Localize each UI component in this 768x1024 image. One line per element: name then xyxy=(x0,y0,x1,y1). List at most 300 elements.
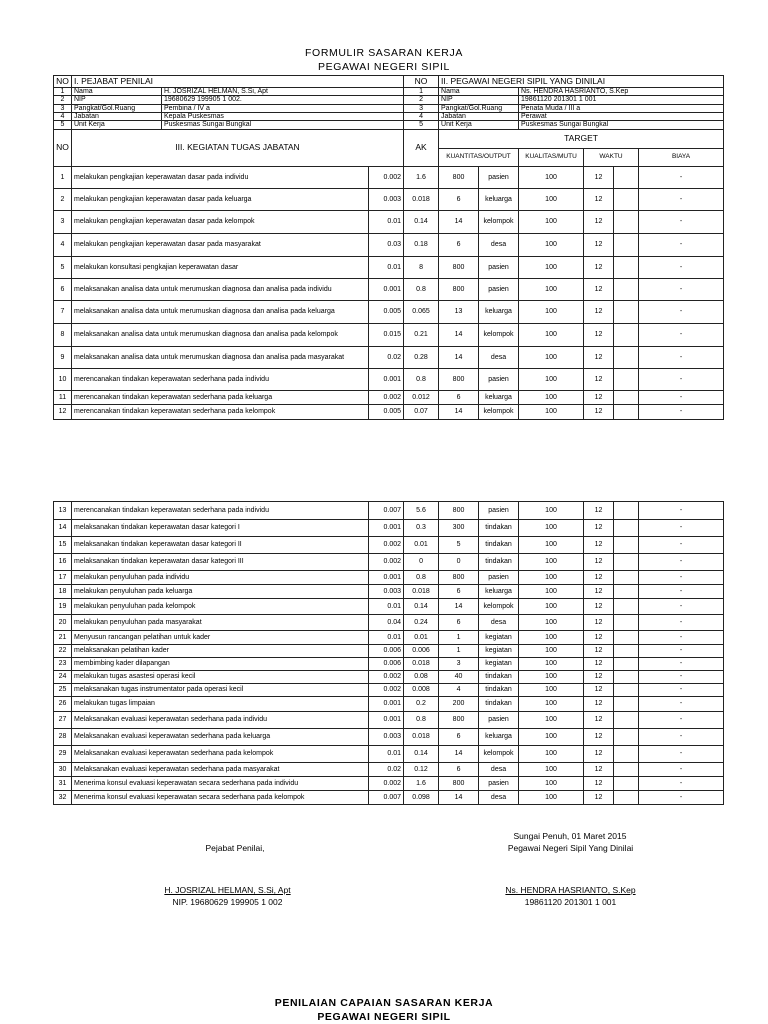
quality-value: 100 xyxy=(519,323,584,346)
empty-cell xyxy=(614,502,639,520)
row-number: 29 xyxy=(54,746,72,763)
ak-value: 0.006 xyxy=(369,645,404,658)
output-unit: desa xyxy=(479,791,519,805)
time-value: 12 xyxy=(584,404,614,419)
quality-value: 100 xyxy=(519,537,584,554)
output-unit: pasien xyxy=(479,166,519,188)
empty-cell xyxy=(614,188,639,210)
cost-value: - xyxy=(639,502,724,520)
cost-value: - xyxy=(639,697,724,712)
ak-value: 0.002 xyxy=(369,671,404,684)
row-number: 8 xyxy=(54,323,72,346)
output-quantity: 300 xyxy=(439,520,479,537)
work-target-table xyxy=(53,75,724,420)
row-number: 18 xyxy=(54,585,72,599)
target-header: TARGET xyxy=(439,129,724,148)
section2-row-label: Jabatan xyxy=(439,113,519,121)
output-unit: kelompok xyxy=(479,746,519,763)
output-unit: tindakan xyxy=(479,671,519,684)
table-row xyxy=(54,763,724,777)
table-row xyxy=(54,645,724,658)
activity-no-header: NO xyxy=(54,129,72,166)
time-value: 12 xyxy=(584,502,614,520)
activity-description: melakukan penyuluhan pada kelompok xyxy=(72,599,369,615)
ak-value: 0.02 xyxy=(369,346,404,368)
table-row xyxy=(54,233,724,256)
output-unit: desa xyxy=(479,346,519,368)
ak-total: 0.07 xyxy=(404,404,439,419)
ak-total: 1.6 xyxy=(404,777,439,791)
output-unit: kelompok xyxy=(479,323,519,346)
ak-value: 0.001 xyxy=(369,520,404,537)
cost-header: BIAYA xyxy=(639,148,724,166)
ak-total: 1.6 xyxy=(404,166,439,188)
output-quantity: 6 xyxy=(439,763,479,777)
row-number: 4 xyxy=(54,233,72,256)
activity-description: melaksanakan tugas instrumentator pada operasi kecil xyxy=(72,684,369,697)
identity-row xyxy=(54,113,724,121)
section2-row-label: Nama xyxy=(439,88,519,96)
cost-value: - xyxy=(639,585,724,599)
cost-value: - xyxy=(639,671,724,684)
output-unit: pasien xyxy=(479,712,519,729)
output-unit: pasien xyxy=(479,571,519,585)
section2-row-value: Ns. HENDRA HASRIANTO, S.Kep xyxy=(519,88,724,96)
ak-total: 0.2 xyxy=(404,697,439,712)
table-row xyxy=(54,368,724,390)
empty-cell xyxy=(614,278,639,300)
identity-row xyxy=(54,88,724,96)
section1-row-no: 4 xyxy=(54,113,72,121)
activity-description: melaksanakan analisa data untuk merumuskan diagnosa dan analisa pada keluarga xyxy=(72,300,369,323)
section2-row-value: 19861120 201301 1 001 xyxy=(519,96,724,104)
output-quantity: 3 xyxy=(439,658,479,671)
output-quantity: 14 xyxy=(439,346,479,368)
cost-value: - xyxy=(639,520,724,537)
quality-value: 100 xyxy=(519,502,584,520)
quality-value: 100 xyxy=(519,404,584,419)
table-row xyxy=(54,502,724,520)
section1-row-label: Pangkat/Gol.Ruang xyxy=(72,104,162,112)
activity-description: merencanakan tindakan keperawatan sederhana pada individu xyxy=(72,368,369,390)
ak-value: 0.003 xyxy=(369,729,404,746)
ak-total: 0.008 xyxy=(404,684,439,697)
section1-title: I. PEJABAT PENILAI xyxy=(72,76,404,88)
activity-description: melakukan pengkajian keperawatan dasar pada masyarakat xyxy=(72,233,369,256)
cost-value: - xyxy=(639,729,724,746)
empty-cell xyxy=(614,729,639,746)
empty-cell xyxy=(614,746,639,763)
table-row xyxy=(54,188,724,210)
empty-cell xyxy=(614,210,639,233)
empty-cell xyxy=(614,300,639,323)
activity-description: Melaksanakan evaluasi keperawatan sederhana pada individu xyxy=(72,712,369,729)
output-quantity: 14 xyxy=(439,791,479,805)
row-number: 32 xyxy=(54,791,72,805)
quality-value: 100 xyxy=(519,763,584,777)
identity-section xyxy=(54,76,724,130)
empty-cell xyxy=(614,233,639,256)
next-page-subtitle: PEGAWAI NEGERI SIPIL xyxy=(317,1011,451,1023)
cost-value: - xyxy=(639,346,724,368)
left-signer-nip: NIP. 19680629 199905 1 002 xyxy=(172,897,283,907)
output-unit: keluarga xyxy=(479,188,519,210)
activity-description: melaksanakan tindakan keperawatan dasar kategori II xyxy=(72,537,369,554)
quality-header: KUALITAS/MUTU xyxy=(519,148,584,166)
activity-description: melakukan tugas limpaian xyxy=(72,697,369,712)
section2-row-label: Unit Kerja xyxy=(439,121,519,129)
cost-value: - xyxy=(639,278,724,300)
quantity-header: KUANTITAS/OUTPUT xyxy=(439,148,519,166)
row-number: 22 xyxy=(54,645,72,658)
identity-row xyxy=(54,121,724,129)
next-page-title: PENILAIAN CAPAIAN SASARAN KERJA xyxy=(274,997,494,1009)
ak-value: 0.015 xyxy=(369,323,404,346)
left-signer-role: Pejabat Penilai, xyxy=(205,843,265,853)
section2-row-value: Penata Muda / III a xyxy=(519,104,724,112)
section1-row-label: Jabatan xyxy=(72,113,162,121)
time-value: 12 xyxy=(584,256,614,278)
output-quantity: 6 xyxy=(439,615,479,631)
ak-value: 0.02 xyxy=(369,763,404,777)
form-subtitle: PEGAWAI NEGERI SIPIL xyxy=(317,61,450,73)
output-quantity: 1 xyxy=(439,631,479,645)
section2-row-no: 4 xyxy=(404,113,439,121)
form-title: FORMULIR SASARAN KERJA xyxy=(305,47,463,59)
section2-no-header: NO xyxy=(404,76,439,88)
quality-value: 100 xyxy=(519,791,584,805)
activity-description: melaksanakan analisa data untuk merumuskan diagnosa dan analisa pada masyarakat xyxy=(72,346,369,368)
time-value: 12 xyxy=(584,777,614,791)
section1-no-header: NO xyxy=(54,76,72,88)
section2-row-value: Perawat xyxy=(519,113,724,121)
ak-total: 0.065 xyxy=(404,300,439,323)
activity-description: melakukan pengkajian keperawatan dasar pada individu xyxy=(72,166,369,188)
activity-description: Menerima konsul evaluasi keperawatan secara sederhana pada kelompok xyxy=(72,791,369,805)
time-value: 12 xyxy=(584,300,614,323)
ak-value: 0.002 xyxy=(369,777,404,791)
ak-total: 0.01 xyxy=(404,631,439,645)
row-number: 25 xyxy=(54,684,72,697)
ak-total: 0.018 xyxy=(404,658,439,671)
quality-value: 100 xyxy=(519,256,584,278)
empty-cell xyxy=(614,684,639,697)
work-target-table-continued xyxy=(53,501,724,805)
row-number: 3 xyxy=(54,210,72,233)
ak-total: 0.12 xyxy=(404,763,439,777)
time-value: 12 xyxy=(584,585,614,599)
time-value: 12 xyxy=(584,537,614,554)
row-number: 19 xyxy=(54,599,72,615)
ak-total: 0.8 xyxy=(404,571,439,585)
empty-cell xyxy=(614,537,639,554)
cost-value: - xyxy=(639,323,724,346)
output-unit: desa xyxy=(479,763,519,777)
quality-value: 100 xyxy=(519,278,584,300)
empty-cell xyxy=(614,585,639,599)
time-value: 12 xyxy=(584,323,614,346)
quality-value: 100 xyxy=(519,233,584,256)
cost-value: - xyxy=(639,571,724,585)
section2-row-label: Pangkat/Gol.Ruang xyxy=(439,104,519,112)
ak-value: 0.001 xyxy=(369,368,404,390)
ak-value: 0.001 xyxy=(369,278,404,300)
cost-value: - xyxy=(639,368,724,390)
quality-value: 100 xyxy=(519,746,584,763)
identity-row xyxy=(54,96,724,104)
output-quantity: 800 xyxy=(439,166,479,188)
ak-total: 0 xyxy=(404,554,439,571)
empty-cell xyxy=(614,390,639,404)
ak-total: 0.018 xyxy=(404,585,439,599)
output-unit: kelompok xyxy=(479,599,519,615)
empty-cell xyxy=(614,631,639,645)
output-quantity: 4 xyxy=(439,684,479,697)
empty-cell xyxy=(614,520,639,537)
ak-total: 0.018 xyxy=(404,188,439,210)
ak-total: 0.08 xyxy=(404,671,439,684)
table-row xyxy=(54,278,724,300)
ak-value: 0.003 xyxy=(369,585,404,599)
output-unit: desa xyxy=(479,233,519,256)
row-number: 11 xyxy=(54,390,72,404)
table-row xyxy=(54,571,724,585)
ak-total: 0.8 xyxy=(404,368,439,390)
output-quantity: 200 xyxy=(439,697,479,712)
quality-value: 100 xyxy=(519,571,584,585)
quality-value: 100 xyxy=(519,585,584,599)
cost-value: - xyxy=(639,791,724,805)
time-value: 12 xyxy=(584,791,614,805)
time-value: 12 xyxy=(584,368,614,390)
output-quantity: 1 xyxy=(439,645,479,658)
time-value: 12 xyxy=(584,346,614,368)
quality-value: 100 xyxy=(519,712,584,729)
activity-description: melaksanakan tindakan keperawatan dasar kategori I xyxy=(72,520,369,537)
output-unit: keluarga xyxy=(479,300,519,323)
quality-value: 100 xyxy=(519,729,584,746)
empty-cell xyxy=(614,712,639,729)
table-row xyxy=(54,684,724,697)
quality-value: 100 xyxy=(519,210,584,233)
time-header: WAKTU xyxy=(584,148,639,166)
output-unit: pasien xyxy=(479,278,519,300)
output-quantity: 6 xyxy=(439,729,479,746)
section1-row-value: Puskesmas Sungai Bungkal xyxy=(162,121,404,129)
row-number: 31 xyxy=(54,777,72,791)
output-unit: keluarga xyxy=(479,729,519,746)
empty-cell xyxy=(614,791,639,805)
section1-row-no: 3 xyxy=(54,104,72,112)
identity-row xyxy=(54,104,724,112)
activity-title-header: III. KEGIATAN TUGAS JABATAN xyxy=(72,129,404,166)
ak-value: 0.006 xyxy=(369,658,404,671)
empty-cell xyxy=(614,671,639,684)
section2-row-no: 2 xyxy=(404,96,439,104)
output-quantity: 40 xyxy=(439,671,479,684)
quality-value: 100 xyxy=(519,697,584,712)
time-value: 12 xyxy=(584,233,614,256)
row-number: 15 xyxy=(54,537,72,554)
section2-row-no: 1 xyxy=(404,88,439,96)
time-value: 12 xyxy=(584,712,614,729)
ak-total: 8 xyxy=(404,256,439,278)
ak-total: 0.14 xyxy=(404,746,439,763)
table-row xyxy=(54,671,724,684)
activity-description: Melaksanakan evaluasi keperawatan sederhana pada masyarakat xyxy=(72,763,369,777)
row-number: 23 xyxy=(54,658,72,671)
ak-value: 0.002 xyxy=(369,554,404,571)
section1-row-value: Kepala Puskesmas xyxy=(162,113,404,121)
cost-value: - xyxy=(639,166,724,188)
cost-value: - xyxy=(639,684,724,697)
activity-description: merencanakan tindakan keperawatan sederhana pada keluarga xyxy=(72,390,369,404)
activity-description: melaksanakan pelatihan kader xyxy=(72,645,369,658)
ak-total: 0.01 xyxy=(404,537,439,554)
output-unit: tindakan xyxy=(479,554,519,571)
table-row xyxy=(54,729,724,746)
ak-value: 0.01 xyxy=(369,599,404,615)
activity-description: melaksanakan analisa data untuk merumuskan diagnosa dan analisa pada kelompok xyxy=(72,323,369,346)
row-number: 20 xyxy=(54,615,72,631)
ak-value: 0.01 xyxy=(369,210,404,233)
quality-value: 100 xyxy=(519,671,584,684)
cost-value: - xyxy=(639,631,724,645)
table-row xyxy=(54,210,724,233)
quality-value: 100 xyxy=(519,300,584,323)
right-signer-nip: 19861120 201301 1 001 xyxy=(524,897,617,907)
activity-description: melakukan konsultasi pengkajian keperawatan dasar xyxy=(72,256,369,278)
output-unit: pasien xyxy=(479,502,519,520)
time-value: 12 xyxy=(584,697,614,712)
table-row xyxy=(54,256,724,278)
activity-description: Menyusun rancangan pelatihan untuk kader xyxy=(72,631,369,645)
table-row xyxy=(54,300,724,323)
output-quantity: 800 xyxy=(439,777,479,791)
cost-value: - xyxy=(639,554,724,571)
quality-value: 100 xyxy=(519,188,584,210)
row-number: 30 xyxy=(54,763,72,777)
right-signer-name: Ns. HENDRA HASRIANTO, S.Kep xyxy=(505,885,636,895)
section2-row-no: 3 xyxy=(404,104,439,112)
cost-value: - xyxy=(639,233,724,256)
output-quantity: 6 xyxy=(439,188,479,210)
activity-description: melakukan pengkajian keperawatan dasar pada keluarga xyxy=(72,188,369,210)
output-unit: tindakan xyxy=(479,697,519,712)
time-value: 12 xyxy=(584,166,614,188)
ak-value: 0.01 xyxy=(369,746,404,763)
activity-description: melakukan penyuluhan pada individu xyxy=(72,571,369,585)
quality-value: 100 xyxy=(519,554,584,571)
row-number: 17 xyxy=(54,571,72,585)
row-number: 24 xyxy=(54,671,72,684)
row-number: 13 xyxy=(54,502,72,520)
ak-total: 0.14 xyxy=(404,599,439,615)
activities-rows-2 xyxy=(54,502,724,805)
activity-description: merencanakan tindakan keperawatan sederhana pada individu xyxy=(72,502,369,520)
table-row xyxy=(54,658,724,671)
ak-value: 0.007 xyxy=(369,502,404,520)
section1-row-no: 5 xyxy=(54,121,72,129)
table-row xyxy=(54,537,724,554)
cost-value: - xyxy=(639,404,724,419)
output-unit: keluarga xyxy=(479,585,519,599)
time-value: 12 xyxy=(584,571,614,585)
output-unit: tindakan xyxy=(479,537,519,554)
empty-cell xyxy=(614,658,639,671)
empty-cell xyxy=(614,615,639,631)
ak-total: 0.3 xyxy=(404,520,439,537)
time-value: 12 xyxy=(584,658,614,671)
row-number: 14 xyxy=(54,520,72,537)
output-quantity: 800 xyxy=(439,502,479,520)
time-value: 12 xyxy=(584,645,614,658)
activities-rows-1 xyxy=(54,166,724,419)
table-row xyxy=(54,697,724,712)
output-quantity: 14 xyxy=(439,404,479,419)
empty-cell xyxy=(614,697,639,712)
output-quantity: 14 xyxy=(439,210,479,233)
output-unit: kegiatan xyxy=(479,658,519,671)
ak-total: 0.21 xyxy=(404,323,439,346)
cost-value: - xyxy=(639,658,724,671)
place-date: Sungai Penuh, 01 Maret 2015 xyxy=(513,831,627,841)
time-value: 12 xyxy=(584,631,614,645)
table-row xyxy=(54,404,724,419)
table-row xyxy=(54,746,724,763)
ak-total: 0.8 xyxy=(404,712,439,729)
left-signer-name: H. JOSRIZAL HELMAN, S.Si, Apt xyxy=(164,885,291,895)
quality-value: 100 xyxy=(519,615,584,631)
cost-value: - xyxy=(639,645,724,658)
cost-value: - xyxy=(639,599,724,615)
empty-cell xyxy=(614,645,639,658)
output-quantity: 6 xyxy=(439,390,479,404)
ak-total: 0.28 xyxy=(404,346,439,368)
table-row xyxy=(54,554,724,571)
section1-row-no: 2 xyxy=(54,96,72,104)
row-number: 21 xyxy=(54,631,72,645)
empty-cell xyxy=(614,777,639,791)
empty-cell xyxy=(614,368,639,390)
output-unit: kegiatan xyxy=(479,645,519,658)
row-number: 2 xyxy=(54,188,72,210)
ak-value: 0.005 xyxy=(369,300,404,323)
time-value: 12 xyxy=(584,188,614,210)
time-value: 12 xyxy=(584,210,614,233)
ak-header: AK xyxy=(404,129,439,166)
time-value: 12 xyxy=(584,554,614,571)
table-row xyxy=(54,166,724,188)
cost-value: - xyxy=(639,390,724,404)
activities-header xyxy=(54,129,724,166)
table-row xyxy=(54,631,724,645)
output-quantity: 0 xyxy=(439,554,479,571)
output-quantity: 800 xyxy=(439,571,479,585)
empty-cell xyxy=(614,763,639,777)
table-row xyxy=(54,520,724,537)
output-unit: tindakan xyxy=(479,520,519,537)
ak-total: 0.098 xyxy=(404,791,439,805)
ak-value: 0.003 xyxy=(369,188,404,210)
ak-total: 5.6 xyxy=(404,502,439,520)
time-value: 12 xyxy=(584,746,614,763)
ak-total: 0.018 xyxy=(404,729,439,746)
output-quantity: 14 xyxy=(439,323,479,346)
ak-total: 0.18 xyxy=(404,233,439,256)
activity-description: melakukan penyuluhan pada keluarga xyxy=(72,585,369,599)
output-quantity: 800 xyxy=(439,712,479,729)
